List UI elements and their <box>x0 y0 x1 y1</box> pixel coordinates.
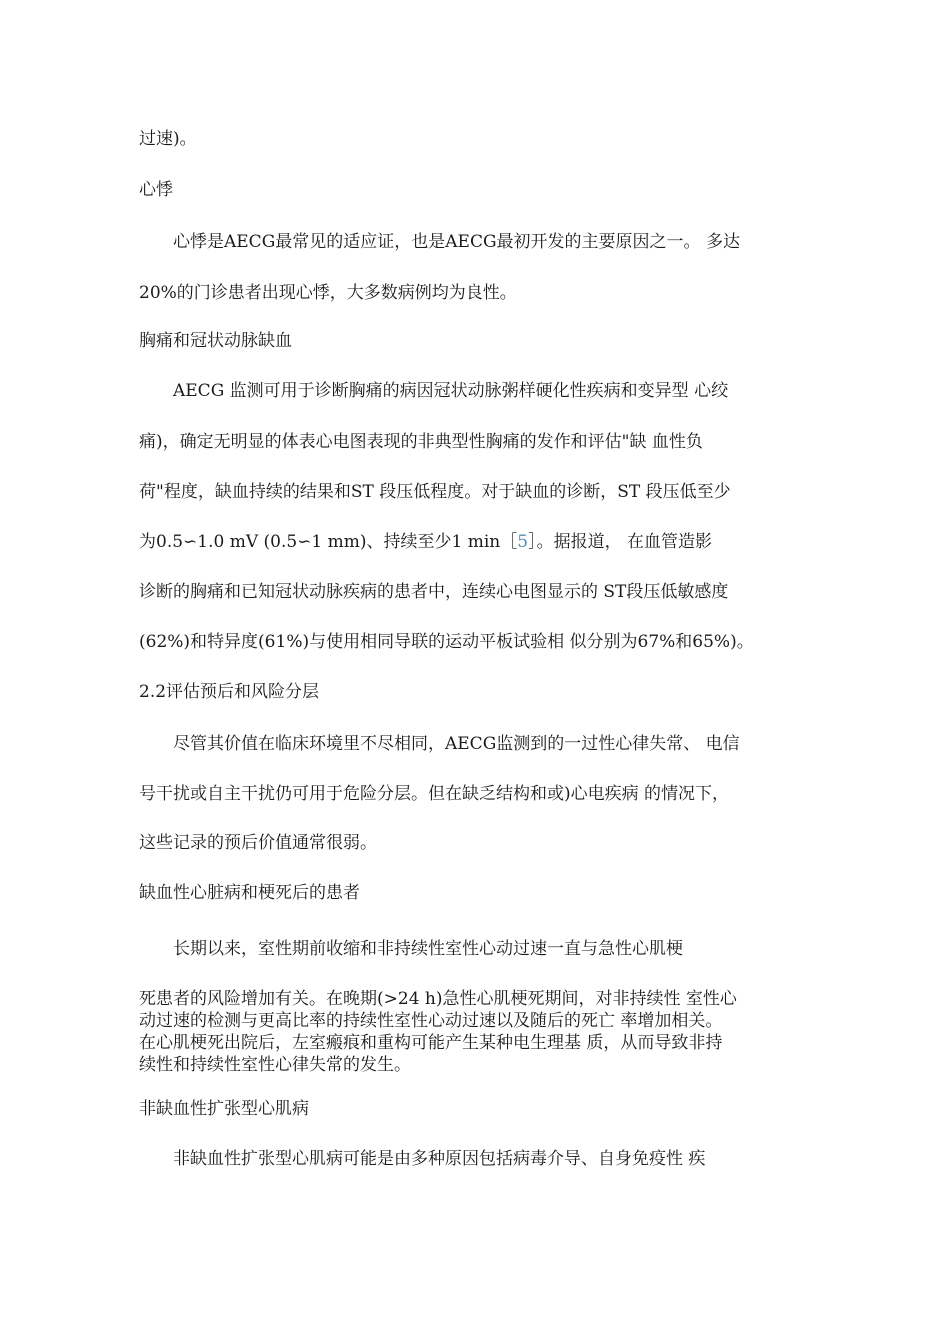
paragraph-line: 尽管其价值在临床环境里不尽相同，AECG监测到的一过性心律失常、 电信 <box>173 734 740 754</box>
paragraph-line <box>139 531 819 553</box>
paragraph-text: 为0.5∽1.0 mV (0.5∽1 mm)、持续至少1 min［ <box>139 532 518 552</box>
paragraph-line: 死患者的风险增加有关。在晚期(>24 h)急性心肌梗死期间，对非持续性 室性心 <box>139 989 737 1009</box>
paragraph-line: 号干扰或自主干扰仍可用于危险分层。但在缺乏结构和或)心电疾病 的情况下， <box>139 784 730 804</box>
paragraph-line: 这些记录的预后价值通常很弱。 <box>139 833 377 853</box>
paragraph-line: 心悸是AECG最常见的适应证，也是AECG最初开发的主要原因之一。 多达 <box>173 232 740 252</box>
paragraph-block <box>139 988 819 1076</box>
paragraph-line: 20%的门诊患者出现心悸，大多数病例均为良性。 <box>139 283 517 303</box>
citation-link[interactable]: 5 <box>517 532 529 552</box>
paragraph-line: AECG 监测可用于诊断胸痛的病因冠状动脉粥样硬化性疾病和变异型 心绞 <box>173 381 729 401</box>
paragraph-text: ］。据报道， 在血管造影 <box>528 532 712 552</box>
section-heading-ischemic: 缺血性心脏病和梗死后的患者 <box>139 883 360 903</box>
paragraph-line: 续性和持续性室性心律失常的发生。 <box>139 1055 411 1075</box>
section-heading-dilated-cardiomyopathy: 非缺血性扩张型心肌病 <box>139 1099 309 1119</box>
paragraph-line: 荷"程度，缺血持续的结果和ST 段压低程度。对于缺血的诊断，ST 段压低至少 <box>139 482 731 502</box>
paragraph-line: 动过速的检测与更高比率的持续性室性心动过速以及随后的死亡 率增加相关。 <box>139 1011 723 1031</box>
paragraph-line: 痛)，确定无明显的体表心电图表现的非典型性胸痛的发作和评估"缺 血性负 <box>139 432 703 452</box>
paragraph-line: 非缺血性扩张型心肌病可能是由多种原因包括病毒介导、自身免疫性 疾 <box>173 1149 706 1169</box>
paragraph-line: 诊断的胸痛和已知冠状动脉疾病的患者中，连续心电图显示的 ST段压低敏感度 <box>139 582 729 602</box>
section-heading-prognosis: 2.2评估预后和风险分层 <box>139 682 320 702</box>
paragraph-line: 过速)。 <box>139 129 197 149</box>
paragraph-line: (62%)和特异度(61%)与使用相同导联的运动平板试验相 似分别为67%和65%)。 <box>139 632 754 652</box>
section-heading-palpitations: 心悸 <box>139 180 173 200</box>
paragraph-line: 在心肌梗死出院后，左室瘢痕和重构可能产生某种电生理基 质，从而导致非持 <box>139 1033 723 1053</box>
paragraph-line: 长期以来，室性期前收缩和非持续性室性心动过速一直与急性心肌梗 <box>173 939 683 959</box>
section-heading-chest-pain: 胸痛和冠状动脉缺血 <box>139 331 292 351</box>
